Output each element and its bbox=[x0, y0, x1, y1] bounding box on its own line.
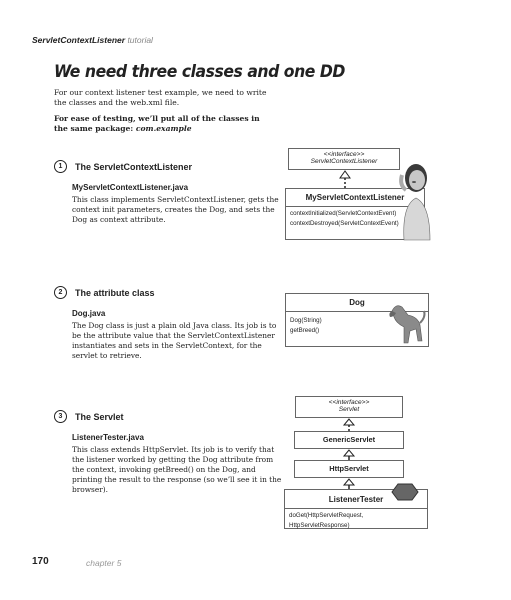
generic-servlet-box bbox=[294, 431, 404, 449]
section-3-number: 3 bbox=[54, 410, 67, 423]
interface-stereotype: <<interface>> bbox=[323, 151, 365, 158]
section-2 bbox=[54, 286, 284, 361]
chapter-label: chapter 5 bbox=[86, 558, 122, 568]
intro-text bbox=[54, 88, 274, 134]
section-3 bbox=[54, 410, 284, 495]
page-number: 170 bbox=[32, 556, 49, 567]
page-title: We need three classes and one DD bbox=[54, 62, 345, 82]
interface-stereotype: <<interface>> bbox=[328, 399, 370, 406]
class-name: MyServletContextListener bbox=[286, 189, 424, 207]
servlet-interface-box bbox=[295, 396, 403, 418]
section-2-description: The Dog class is just a plain old Java class. Its job is to be the attribute value that the ServletContextListener instantiates and sets in the ServletContext, for the servlet to retrieve. bbox=[72, 321, 277, 360]
implements-arrow-2 bbox=[334, 418, 364, 432]
section-3-description: This class extends HttpServlet. Its job is to verify that the listener worked by getting the Dog attribute from the context, invoking getBreed() on the Dog, and printing the result to the response (so we’ll see it in the browser). bbox=[72, 445, 282, 494]
section-1-number: 1 bbox=[54, 160, 67, 173]
header-title: ServletContextListener bbox=[32, 35, 126, 45]
section-2-title: The attribute class bbox=[75, 287, 155, 298]
header-subtitle: tutorial bbox=[127, 35, 153, 45]
method: getBreed() bbox=[290, 327, 320, 334]
method: doGet(HttpServletRequest, HttpServletResponse) bbox=[289, 512, 364, 529]
section-3-title: The Servlet bbox=[75, 411, 124, 422]
dog-class-name: Dog bbox=[286, 294, 428, 312]
section-1-filename: MyServletContextListener.java bbox=[72, 183, 189, 192]
dog-illustration bbox=[378, 295, 428, 349]
section-1-heading bbox=[54, 160, 284, 173]
implements-arrow-1 bbox=[330, 170, 360, 190]
http-servlet-box bbox=[294, 460, 404, 478]
section-3-filename: ListenerTester.java bbox=[72, 433, 144, 442]
method: contextDestroyed(ServletContextEvent) bbox=[290, 220, 399, 227]
generic-servlet-name: GenericServlet bbox=[322, 435, 376, 444]
package-name: com.example bbox=[135, 124, 192, 133]
interface-name: Servlet bbox=[338, 406, 360, 413]
listener-tester-name: ListenerTester bbox=[285, 490, 427, 509]
interface-name: ServletContextListener bbox=[310, 158, 378, 165]
section-2-number: 2 bbox=[54, 286, 67, 299]
hexagon-badge-icon bbox=[386, 482, 422, 502]
listener-tester-method-list bbox=[285, 509, 427, 533]
method: Dog(String) bbox=[290, 317, 322, 324]
method: contextInitialized(ServletContextEvent) bbox=[290, 210, 397, 217]
section-2-filename: Dog.java bbox=[72, 309, 106, 318]
woman-illustration bbox=[394, 160, 439, 242]
section-1-description: This class implements ServletContextListener, gets the context init parameters, creates the Dog, and sets the Dog as context attribute. bbox=[72, 195, 279, 224]
http-servlet-name: HttpServlet bbox=[329, 464, 369, 473]
section-2-heading bbox=[54, 286, 284, 299]
intro-paragraph: For our context listener test example, we need to write the classes and the web.xml file. bbox=[54, 88, 267, 107]
intro-bold-text: For ease of testing, we’ll put all of the classes in the same package: bbox=[54, 114, 260, 133]
servlet-context-listener-interface-box bbox=[288, 148, 400, 170]
section-1-title: The ServletContextListener bbox=[75, 161, 193, 172]
intro-bold-paragraph bbox=[54, 114, 274, 134]
section-3-heading bbox=[54, 410, 284, 423]
running-header bbox=[32, 35, 153, 45]
section-1 bbox=[54, 160, 284, 225]
